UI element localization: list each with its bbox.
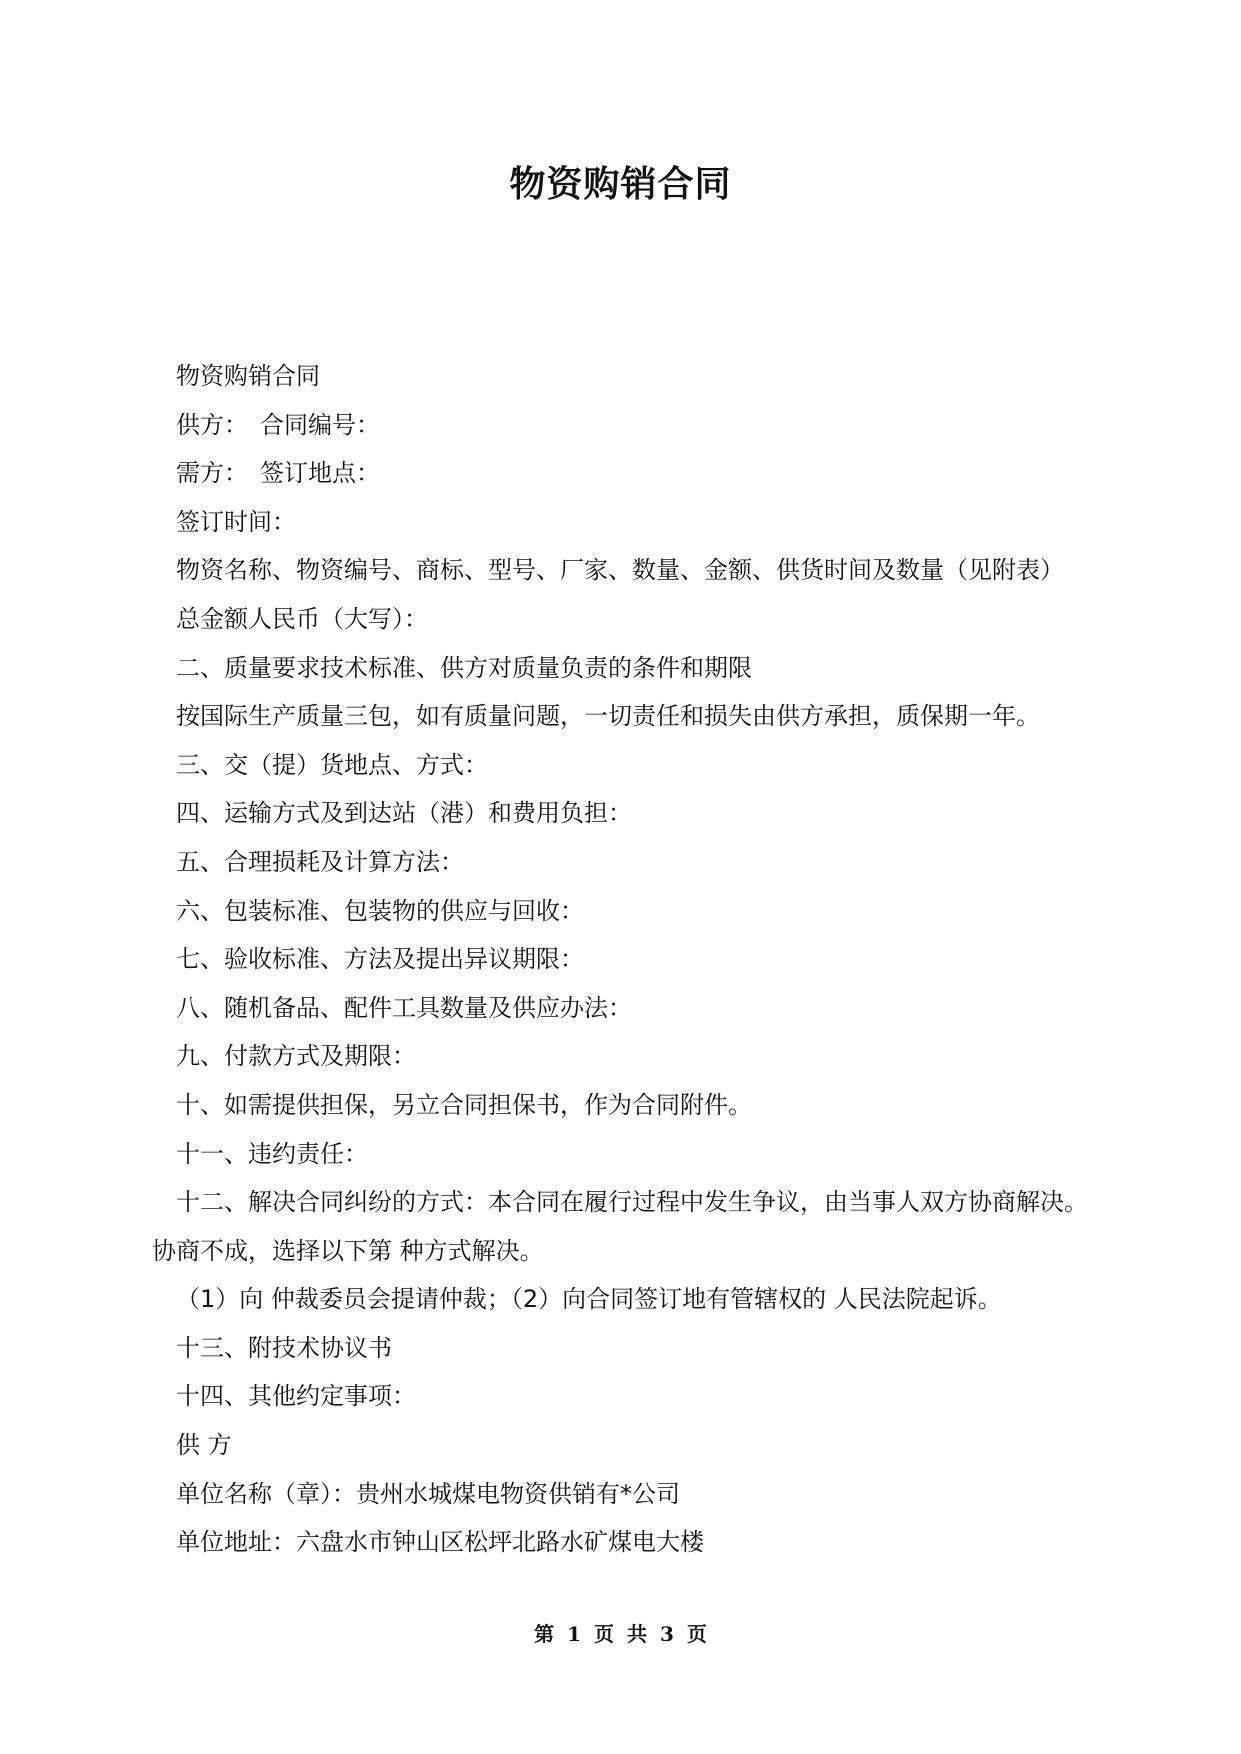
paragraph-clause-8: 八、随机备品、配件工具数量及供应办法： [176,993,632,1022]
paragraph-company-address: 单位地址：六盘水市钟山区松坪北路水矿煤电大楼 [176,1528,704,1557]
paragraph-sign-time: 签订时间： [176,507,296,536]
paragraph-clause-13: 十三、附技术协议书 [176,1333,392,1362]
paragraph-clause-3: 三、交（提）货地点、方式： [176,750,488,779]
paragraph-clause-4: 四、运输方式及到达站（港）和费用负担： [176,799,632,828]
document-body [152,352,1102,1567]
paragraph-clause-6: 六、包装标准、包装物的供应与回收： [176,896,584,925]
paragraph-clause-11: 十一、违约责任： [176,1139,368,1168]
paragraph-clause-9: 九、付款方式及期限： [176,1042,416,1071]
paragraph-total-amount: 总金额人民币（大写）： [176,604,428,633]
paragraph-quality: 按国际生产质量三包，如有质量问题，一切责任和损失由供方承担，质保期一年。 [176,702,1040,731]
paragraph-buyer: 需方： 签订地点： [176,459,380,488]
paragraph-heading: 物资购销合同 [176,362,320,390]
paragraph-clause-7: 七、验收标准、方法及提出异议期限： [176,945,584,974]
paragraph-clause-5: 五、合理损耗及计算方法： [176,847,464,876]
paragraph-clause-12: 十二、解决合同纠纷的方式：本合同在履行过程中发生争议，由当事人双方协商解决。 [176,1188,1088,1217]
paragraph-clause-12-continued: 协商不成，选择以下第 种方式解决。 [152,1236,544,1265]
paragraph-goods: 物资名称、物资编号、商标、型号、厂家、数量、金额、供货时间及数量（见附表） [176,556,1064,585]
paragraph-clause-2: 二、质量要求技术标准、供方对质量负责的条件和期限 [176,653,752,682]
paragraph-supplier: 供方： 合同编号： [176,410,380,439]
paragraph-clause-14: 十四、其他约定事项： [176,1382,416,1411]
paragraph-clause-10: 十、如需提供担保，另立合同担保书，作为合同附件。 [176,1090,752,1119]
document-title: 物资购销合同 [509,164,732,205]
paragraph-company-name: 单位名称（章）：贵州水城煤电物资供销有*公司 [176,1479,680,1508]
paragraph-supplier-heading: 供 方 [176,1431,232,1460]
page-number-footer: 第 1 页 共 3 页 [534,1622,707,1646]
paragraph-dispute-options: （1）向 仲裁委员会提请仲裁；（2）向合同签订地有管辖权的 人民法院起诉。 [176,1285,1002,1314]
